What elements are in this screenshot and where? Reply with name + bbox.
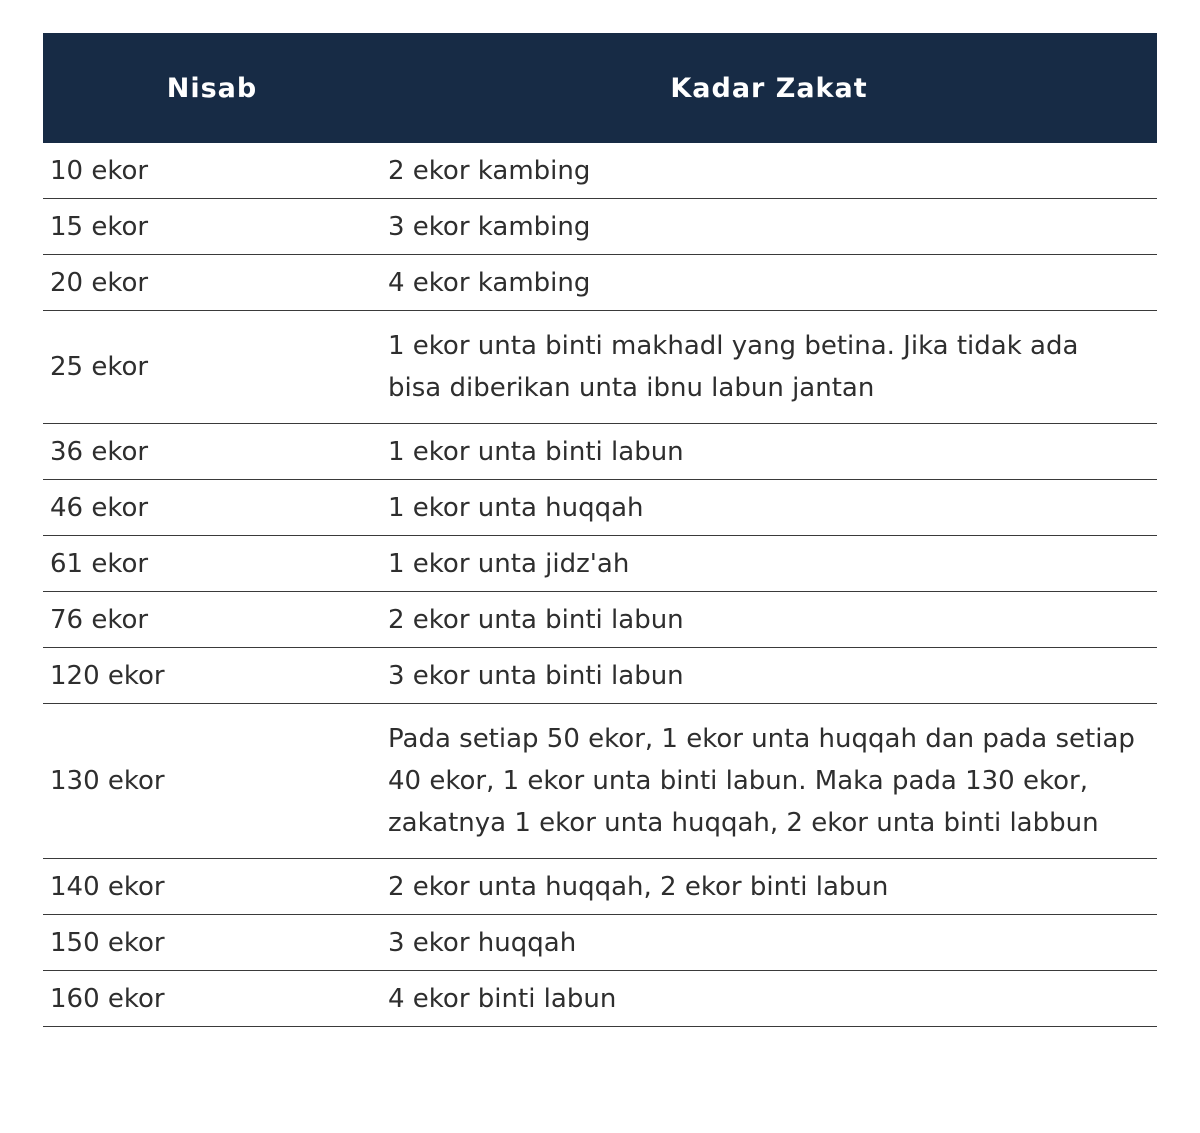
kadar-zakat-cell: 1 ekor unta binti labun (381, 424, 1157, 480)
kadar-zakat-cell: 3 ekor kambing (381, 199, 1157, 255)
table-header (43, 33, 1157, 143)
table-row (43, 971, 1157, 1027)
table-row (43, 199, 1157, 255)
table-row (43, 859, 1157, 915)
kadar-zakat-cell: 4 ekor kambing (381, 255, 1157, 311)
nisab-cell: 25 ekor (43, 311, 381, 424)
kadar-zakat-cell: 1 ekor unta binti makhadl yang betina. Jika tidak ada bisa diberikan unta ibnu labun jantan (381, 311, 1157, 424)
nisab-cell: 15 ekor (43, 199, 381, 255)
table-row (43, 143, 1157, 199)
table-row (43, 915, 1157, 971)
table-row (43, 424, 1157, 480)
table-body (43, 143, 1157, 1027)
kadar-zakat-cell: 2 ekor unta huqqah, 2 ekor binti labun (381, 859, 1157, 915)
kadar-zakat-cell: 1 ekor unta jidz'ah (381, 536, 1157, 592)
nisab-cell: 20 ekor (43, 255, 381, 311)
zakat-unta-table-container (43, 33, 1157, 1027)
table-row (43, 536, 1157, 592)
nisab-cell: 150 ekor (43, 915, 381, 971)
column-header-nisab: Nisab (43, 33, 381, 143)
nisab-cell: 160 ekor (43, 971, 381, 1027)
nisab-cell: 130 ekor (43, 704, 381, 859)
nisab-cell: 140 ekor (43, 859, 381, 915)
nisab-cell: 120 ekor (43, 648, 381, 704)
nisab-cell: 61 ekor (43, 536, 381, 592)
kadar-zakat-cell: 2 ekor kambing (381, 143, 1157, 199)
nisab-cell: 10 ekor (43, 143, 381, 199)
kadar-zakat-cell: 1 ekor unta huqqah (381, 480, 1157, 536)
zakat-unta-table (43, 33, 1157, 1027)
kadar-zakat-cell: 3 ekor huqqah (381, 915, 1157, 971)
kadar-zakat-cell: 2 ekor unta binti labun (381, 592, 1157, 648)
kadar-zakat-cell: 3 ekor unta binti labun (381, 648, 1157, 704)
table-row (43, 592, 1157, 648)
kadar-zakat-cell: 4 ekor binti labun (381, 971, 1157, 1027)
table-row (43, 704, 1157, 859)
table-row (43, 648, 1157, 704)
kadar-zakat-cell: Pada setiap 50 ekor, 1 ekor unta huqqah dan pada setiap 40 ekor, 1 ekor unta binti labun. Maka pada 130 ekor, zakatnya 1 ekor unta huqqah, 2 ekor unta binti labbun (381, 704, 1157, 859)
table-row (43, 255, 1157, 311)
nisab-cell: 36 ekor (43, 424, 381, 480)
nisab-cell: 76 ekor (43, 592, 381, 648)
table-row (43, 480, 1157, 536)
column-header-kadar-zakat: Kadar Zakat (381, 33, 1157, 143)
nisab-cell: 46 ekor (43, 480, 381, 536)
header-row (43, 33, 1157, 143)
table-row (43, 311, 1157, 424)
